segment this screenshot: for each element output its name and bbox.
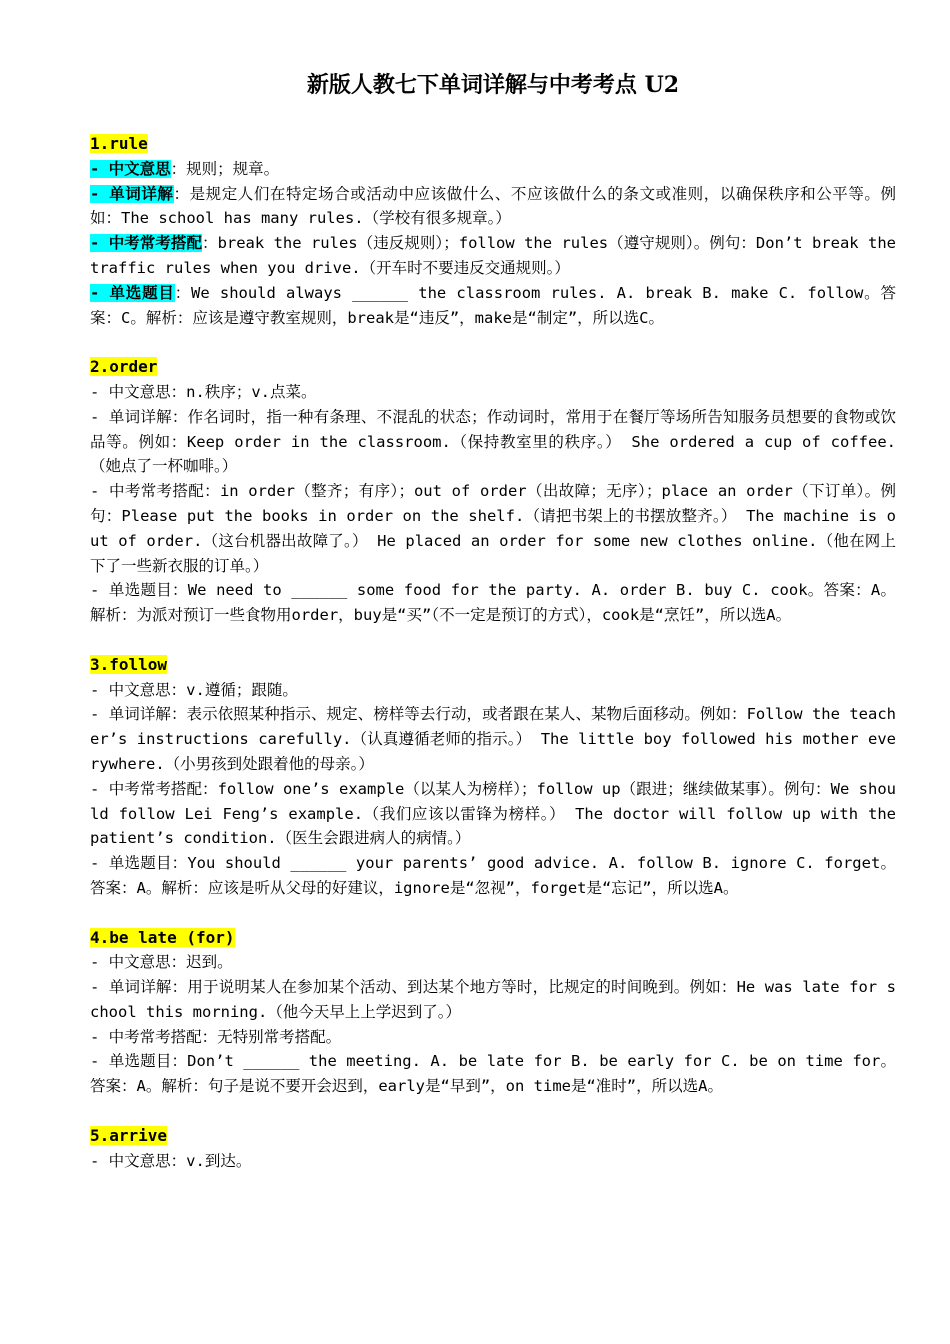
meaning-text: ：n.秩序；v.点菜。 (170, 382, 317, 401)
meaning-line (90, 1149, 896, 1174)
collocation-label: - 中考常考搭配 (90, 234, 203, 253)
headword-text: 5.arrive (90, 1125, 168, 1145)
meaning-line (90, 950, 896, 975)
collocation-label: - 中考常考搭配 (90, 779, 203, 798)
entry-arrive (90, 1124, 896, 1174)
question-text: ：We need to ______ some food for the party. A. order B. buy C. cook。答案：A。解析：为派对预订一些食物用order，buy是“买”（不一定是预订的方式），cook是“烹饪”，所以选A。 (90, 581, 896, 625)
explanation-text: ：表示依照某种指示、规定、榜样等去行动，或者跟在某人、某物后面移动。例如：Follow the teacher’s instructions carefully.（认真遵循老师的指示。） The little boy followed his mother everywhere.（小男孩到处跟着他的母亲。） (90, 705, 896, 773)
meaning-line (90, 157, 896, 182)
meaning-text: ：迟到。 (170, 953, 233, 972)
headword-text: 4.be late (for) (90, 927, 235, 947)
collocation-text: ：in order（整齐；有序）；out of order（出故障；无序）；place an order（下订单）。例句：Please put the books in order on the shelf.（请把书架上的书摆放整齐。） The machine is out of order.（这台机器出故障了。） He placed an order for some new clothes online.（他在网上下了一些新衣服的订单。） (90, 482, 896, 575)
collocation-text: ：break the rules（违反规则）；follow the rules（遵守规则）。例句：Don’t break the traffic rules when you drive.（开车时不要违反交通规则。） (90, 234, 896, 277)
question-line (90, 1049, 896, 1099)
entry-rule (90, 132, 896, 330)
entry-follow (90, 653, 896, 901)
question-label: - 单选题目 (90, 581, 173, 600)
collocation-label: - 中考常考搭配 (90, 1027, 202, 1046)
meaning-text: ：规则；规章。 (170, 159, 280, 178)
explanation-line (90, 405, 896, 479)
explanation-text: ：作名词时，指一种有条理、不混乱的状态；作动词时，常用于在餐厅等场所告知服务员想要的食物或饮品等。例如：Keep order in the classroom.（保持教室里的秩序。） She ordered a cup of coffee.（她点了一杯咖啡。） (90, 407, 896, 476)
meaning-line (90, 380, 896, 405)
meaning-text: ：v.遵循；跟随。 (170, 680, 298, 699)
collocation-line (90, 231, 896, 281)
meaning-label: - 中文意思 (90, 953, 171, 972)
headword (90, 355, 896, 380)
collocation-line (90, 777, 896, 851)
explanation-line (90, 975, 896, 1025)
question-text: ：We should always ______ the classroom rules. A. break B. make C. follow。答案：C。解析：应该是遵守教室规则，break是“违反”，make是“制定”，所以选C。 (90, 283, 896, 327)
question-label: - 单选题目 (90, 283, 175, 302)
explanation-line (90, 702, 896, 776)
question-label: - 单选题目 (90, 1052, 172, 1071)
explanation-label: - 单词详解 (90, 978, 172, 997)
document-title: 新版人教七下单词详解与中考考点 U2 (306, 72, 680, 98)
headword (90, 926, 896, 951)
meaning-label: - 中文意思 (90, 1151, 171, 1170)
headword (90, 1124, 896, 1149)
collocation-line (90, 479, 896, 578)
headword-text: 2.order (90, 357, 158, 377)
headword-text: 1.rule (90, 134, 148, 153)
meaning-line (90, 678, 896, 703)
collocation-text: ：follow one’s example（以某人为榜样）；follow up（跟进；继续做某事）。例句：We should follow Lei Feng’s example.（我们应该以雷锋为榜样。） The doctor will follow up with the patient’s condition.（医生会跟进病人的病情。） (90, 779, 896, 848)
explanation-text: ：是规定人们在特定场合或活动中应该做什么、不应该做什么的条文或准则，以确保秩序和公平等。例如：The school has many rules.（学校有很多规章。） (90, 184, 896, 228)
headword (90, 653, 896, 678)
explanation-line (90, 182, 896, 232)
collocation-label: - 中考常考搭配 (90, 482, 205, 501)
meaning-label: - 中文意思 (90, 680, 171, 699)
meaning-label: - 中文意思 (90, 382, 171, 401)
explanation-label: - 单词详解 (90, 407, 172, 426)
entry-order (90, 355, 896, 628)
entry-be-late-for (90, 926, 896, 1100)
entry-list (90, 132, 896, 1173)
question-line (90, 281, 896, 331)
meaning-text: ：v.到达。 (170, 1151, 252, 1170)
document-page (90, 0, 896, 1198)
explanation-label: - 单词详解 (90, 705, 171, 724)
question-text: ：You should ______ your parents’ good advice. A. follow B. ignore C. forget。答案：A。解析：应该是听从父母的好建议，ignore是“忽视”，forget是“忘记”，所以选A。 (90, 854, 896, 897)
question-text: ：Don’t ______ the meeting. A. be late for B. be early for C. be on time for。答案：A。解析：句子是说不要开会迟到，early是“早到”，on time是“准时”，所以选A。 (90, 1052, 896, 1096)
meaning-label: - 中文意思 (90, 159, 171, 178)
question-line (90, 578, 896, 628)
collocation-line (90, 1025, 896, 1050)
headword (90, 132, 896, 157)
headword-text: 3.follow (90, 654, 168, 674)
question-label: - 单选题目 (90, 854, 172, 873)
question-line (90, 851, 896, 901)
collocation-text: ：无特别常考搭配。 (201, 1027, 342, 1046)
explanation-label: - 单词详解 (90, 184, 174, 203)
explanation-text: ：用于说明某人在参加某个活动、到达某个地方等时，比规定的时间晚到。例如：He was late for school this morning.（他今天早上上学迟到了。） (90, 978, 896, 1021)
